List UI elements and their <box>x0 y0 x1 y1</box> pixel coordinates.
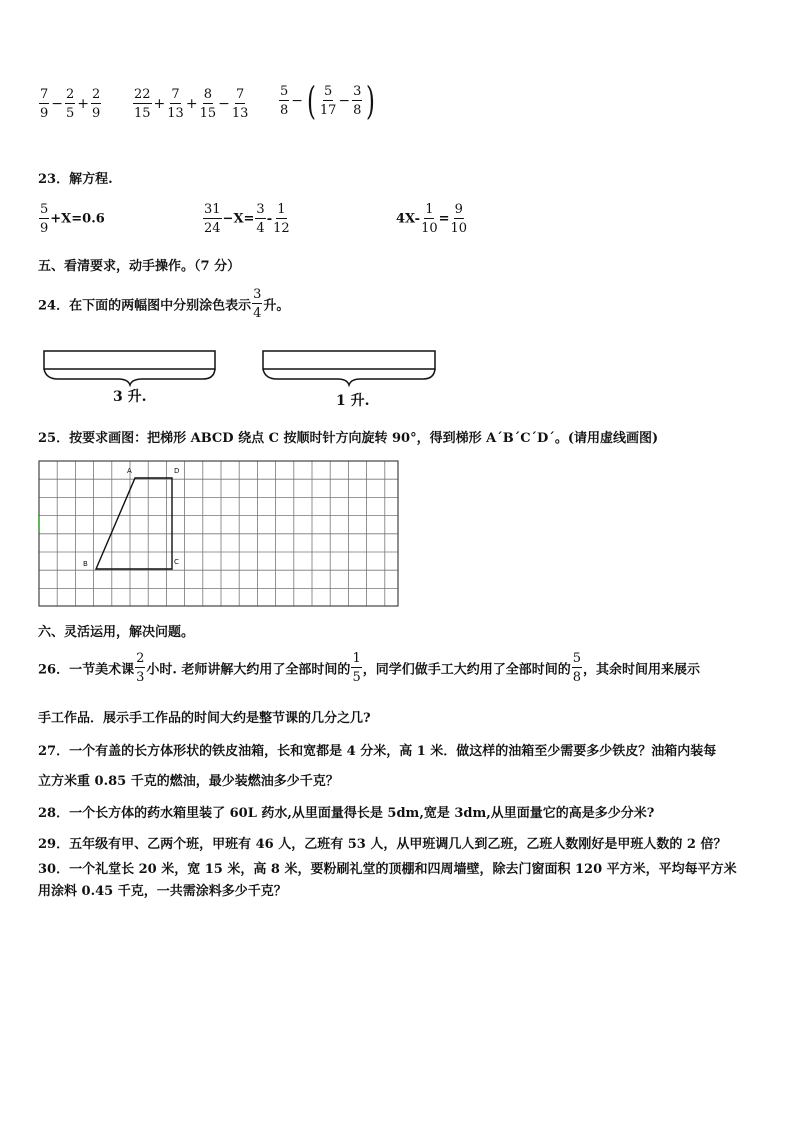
expression-2: $\frac{22}{15}$ + $\frac{7}{13}$ + $\frac{8}{15}$ − $\frac{7}{13}$ <box>134 87 249 121</box>
brace-1-liter <box>263 369 435 385</box>
q23-title: 23．解方程. <box>38 172 113 187</box>
q23-equation-3: 4X- $\frac{1}{10}$ = $\frac{9}{10}$ <box>396 202 468 236</box>
vertex-c-label: C <box>174 558 179 566</box>
q27-line-1: 27．一个有盖的长方体形状的铁皮油箱，长和宽都是 4 分米，高 1 米．做这样的油箱至少需要多少铁皮？油箱内装每 <box>38 744 717 759</box>
vertex-b-label: B <box>83 560 88 568</box>
trapezoid-abcd <box>96 478 172 569</box>
q23-equation-1: $\frac{5}{9}$ +X=0.6 <box>40 202 105 236</box>
grid-lines <box>39 461 398 606</box>
q23-equation-2: $\frac{31}{24}$ −X= $\frac{3}{4}$ - $\frac{1}{12}$ <box>204 202 290 236</box>
bar-1-liter[interactable] <box>263 351 435 369</box>
expression-3: $\frac{5}{8}$ − ( $\frac{5}{17}$ − $\frac{3}{8}$ ) <box>280 79 376 123</box>
bar-3-liters-label: 3 升. <box>113 389 147 405</box>
q29-text: 29．五年级有甲、乙两个班，甲班有 46 人，乙班有 53 人，从甲班调几人到乙班，乙班人数刚好是甲班人数的 2 倍？ <box>38 837 727 852</box>
vertex-d-label: D <box>174 467 180 475</box>
bar-3-liters[interactable] <box>44 351 215 369</box>
q30-line-1: 30．一个礼堂长 20 米，宽 15 米，高 8 米，要粉刷礼堂的顶棚和四周墙壁，除去门窗面积 120 平方米，平均每平方米 <box>38 862 737 877</box>
brace-3-liters <box>44 369 215 385</box>
q27-line-2: 立方米重 0.85 千克的燃油，最少装燃油多少千克？ <box>38 774 339 789</box>
q28-text: 28．一个长方体的药水箱里装了 60L 药水,从里面量得长是 5dm,宽是 3dm,从里面量它的高是多少分米? <box>38 806 655 821</box>
q25-grid-figure[interactable] <box>38 460 400 608</box>
q24-text: 24．在下面的两幅图中分别涂色表示 $\frac{3}{4}$ 升。 <box>38 287 290 321</box>
q26-line-2: 手工作品．展示手工作品的时间大约是整节课的几分之几? <box>38 711 371 726</box>
q25-text: 25．按要求画图：把梯形 ABCD 绕点 C 按顺时针方向旋转 90°，得到梯形 A´B´C´D´。(请用虚线画图) <box>38 431 659 446</box>
q24-bars-figure <box>38 345 448 410</box>
q26-line-1: 26．一节美术课 $\frac{2}{3}$ 小时. 老师讲解大约用了全部时间的 $\frac{1}{5}$ ，同学们做手工大约用了全部时间的 $\frac{5}{8}$ ，其余时间用来展示 <box>38 651 701 685</box>
q30-line-2: 用涂料 0.45 千克，一共需涂料多少千克？ <box>38 884 287 899</box>
bar-1-liter-label: 1 升. <box>336 393 370 409</box>
vertex-a-label: A <box>127 467 132 475</box>
expression-1: $\frac{7}{9}$ − $\frac{2}{5}$ + $\frac{2}{9}$ <box>40 87 101 121</box>
section-5-heading: 五、看清要求，动手操作。（7 分） <box>38 259 241 274</box>
section-6-heading: 六、灵活运用，解决问题。 <box>38 625 195 640</box>
